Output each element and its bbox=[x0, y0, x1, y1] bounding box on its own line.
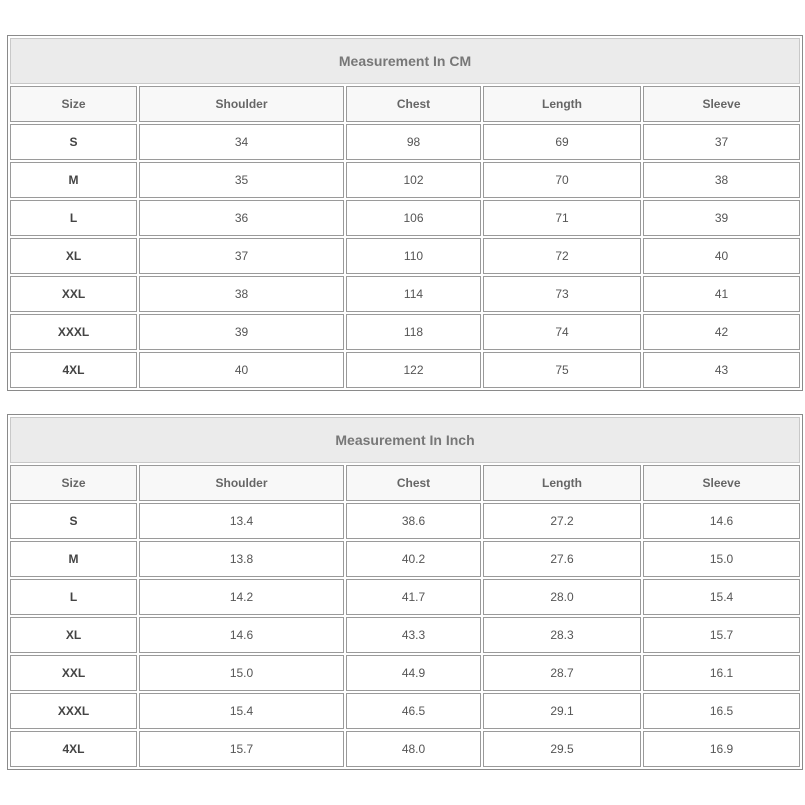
size-cell: XXXL bbox=[10, 314, 137, 350]
sleeve-cell: 14.6 bbox=[643, 503, 800, 539]
table-row bbox=[10, 541, 800, 577]
table-row bbox=[10, 200, 800, 236]
sleeve-cell: 15.0 bbox=[643, 541, 800, 577]
table-title: Measurement In Inch bbox=[10, 417, 800, 463]
size-cell: M bbox=[10, 541, 137, 577]
table-row bbox=[10, 276, 800, 312]
table-title-row bbox=[10, 417, 800, 463]
column-header-length: Length bbox=[483, 86, 641, 122]
sleeve-cell: 42 bbox=[643, 314, 800, 350]
shoulder-cell: 13.8 bbox=[139, 541, 344, 577]
size-cell: M bbox=[10, 162, 137, 198]
length-cell: 27.2 bbox=[483, 503, 641, 539]
shoulder-cell: 34 bbox=[139, 124, 344, 160]
table-row bbox=[10, 503, 800, 539]
length-cell: 69 bbox=[483, 124, 641, 160]
shoulder-cell: 15.0 bbox=[139, 655, 344, 691]
column-header-size: Size bbox=[10, 465, 137, 501]
sleeve-cell: 40 bbox=[643, 238, 800, 274]
length-cell: 28.7 bbox=[483, 655, 641, 691]
shoulder-cell: 40 bbox=[139, 352, 344, 388]
sleeve-cell: 16.1 bbox=[643, 655, 800, 691]
sleeve-cell: 43 bbox=[643, 352, 800, 388]
column-header-size: Size bbox=[10, 86, 137, 122]
length-cell: 29.5 bbox=[483, 731, 641, 767]
shoulder-cell: 15.4 bbox=[139, 693, 344, 729]
length-cell: 70 bbox=[483, 162, 641, 198]
table-row bbox=[10, 238, 800, 274]
sleeve-cell: 15.4 bbox=[643, 579, 800, 615]
length-cell: 75 bbox=[483, 352, 641, 388]
table-row bbox=[10, 579, 800, 615]
table-row bbox=[10, 314, 800, 350]
chest-cell: 38.6 bbox=[346, 503, 481, 539]
column-header-chest: Chest bbox=[346, 465, 481, 501]
length-cell: 74 bbox=[483, 314, 641, 350]
size-cell: XL bbox=[10, 617, 137, 653]
chest-cell: 43.3 bbox=[346, 617, 481, 653]
chest-cell: 102 bbox=[346, 162, 481, 198]
size-cell: XL bbox=[10, 238, 137, 274]
length-cell: 73 bbox=[483, 276, 641, 312]
length-cell: 72 bbox=[483, 238, 641, 274]
table-row bbox=[10, 352, 800, 388]
size-cell: XXXL bbox=[10, 693, 137, 729]
sleeve-cell: 41 bbox=[643, 276, 800, 312]
length-cell: 27.6 bbox=[483, 541, 641, 577]
chest-cell: 48.0 bbox=[346, 731, 481, 767]
shoulder-cell: 13.4 bbox=[139, 503, 344, 539]
table-title-row bbox=[10, 38, 800, 84]
size-cell: S bbox=[10, 124, 137, 160]
shoulder-cell: 14.2 bbox=[139, 579, 344, 615]
shoulder-cell: 38 bbox=[139, 276, 344, 312]
chest-cell: 106 bbox=[346, 200, 481, 236]
table-header-row bbox=[10, 86, 800, 122]
size-cell: XXL bbox=[10, 276, 137, 312]
sleeve-cell: 16.9 bbox=[643, 731, 800, 767]
size-cell: L bbox=[10, 579, 137, 615]
shoulder-cell: 14.6 bbox=[139, 617, 344, 653]
column-header-shoulder: Shoulder bbox=[139, 86, 344, 122]
table-title: Measurement In CM bbox=[10, 38, 800, 84]
size-cell: 4XL bbox=[10, 731, 137, 767]
length-cell: 28.0 bbox=[483, 579, 641, 615]
measurement-table-inch bbox=[7, 414, 803, 770]
sleeve-cell: 39 bbox=[643, 200, 800, 236]
chest-cell: 114 bbox=[346, 276, 481, 312]
chest-cell: 98 bbox=[346, 124, 481, 160]
sleeve-cell: 16.5 bbox=[643, 693, 800, 729]
length-cell: 28.3 bbox=[483, 617, 641, 653]
size-cell: L bbox=[10, 200, 137, 236]
chest-cell: 46.5 bbox=[346, 693, 481, 729]
shoulder-cell: 35 bbox=[139, 162, 344, 198]
column-header-sleeve: Sleeve bbox=[643, 86, 800, 122]
length-cell: 29.1 bbox=[483, 693, 641, 729]
chest-cell: 41.7 bbox=[346, 579, 481, 615]
table-header-row bbox=[10, 465, 800, 501]
size-cell: 4XL bbox=[10, 352, 137, 388]
measurement-table-cm bbox=[7, 35, 803, 391]
column-header-shoulder: Shoulder bbox=[139, 465, 344, 501]
chest-cell: 122 bbox=[346, 352, 481, 388]
chest-cell: 44.9 bbox=[346, 655, 481, 691]
shoulder-cell: 39 bbox=[139, 314, 344, 350]
chest-cell: 110 bbox=[346, 238, 481, 274]
shoulder-cell: 15.7 bbox=[139, 731, 344, 767]
chest-cell: 40.2 bbox=[346, 541, 481, 577]
table-row bbox=[10, 124, 800, 160]
table-row bbox=[10, 162, 800, 198]
size-cell: S bbox=[10, 503, 137, 539]
sleeve-cell: 15.7 bbox=[643, 617, 800, 653]
sleeve-cell: 37 bbox=[643, 124, 800, 160]
column-header-length: Length bbox=[483, 465, 641, 501]
shoulder-cell: 37 bbox=[139, 238, 344, 274]
shoulder-cell: 36 bbox=[139, 200, 344, 236]
table-row bbox=[10, 617, 800, 653]
chest-cell: 118 bbox=[346, 314, 481, 350]
column-header-sleeve: Sleeve bbox=[643, 465, 800, 501]
column-header-chest: Chest bbox=[346, 86, 481, 122]
sleeve-cell: 38 bbox=[643, 162, 800, 198]
table-row bbox=[10, 731, 800, 767]
table-row bbox=[10, 693, 800, 729]
table-row bbox=[10, 655, 800, 691]
length-cell: 71 bbox=[483, 200, 641, 236]
size-cell: XXL bbox=[10, 655, 137, 691]
